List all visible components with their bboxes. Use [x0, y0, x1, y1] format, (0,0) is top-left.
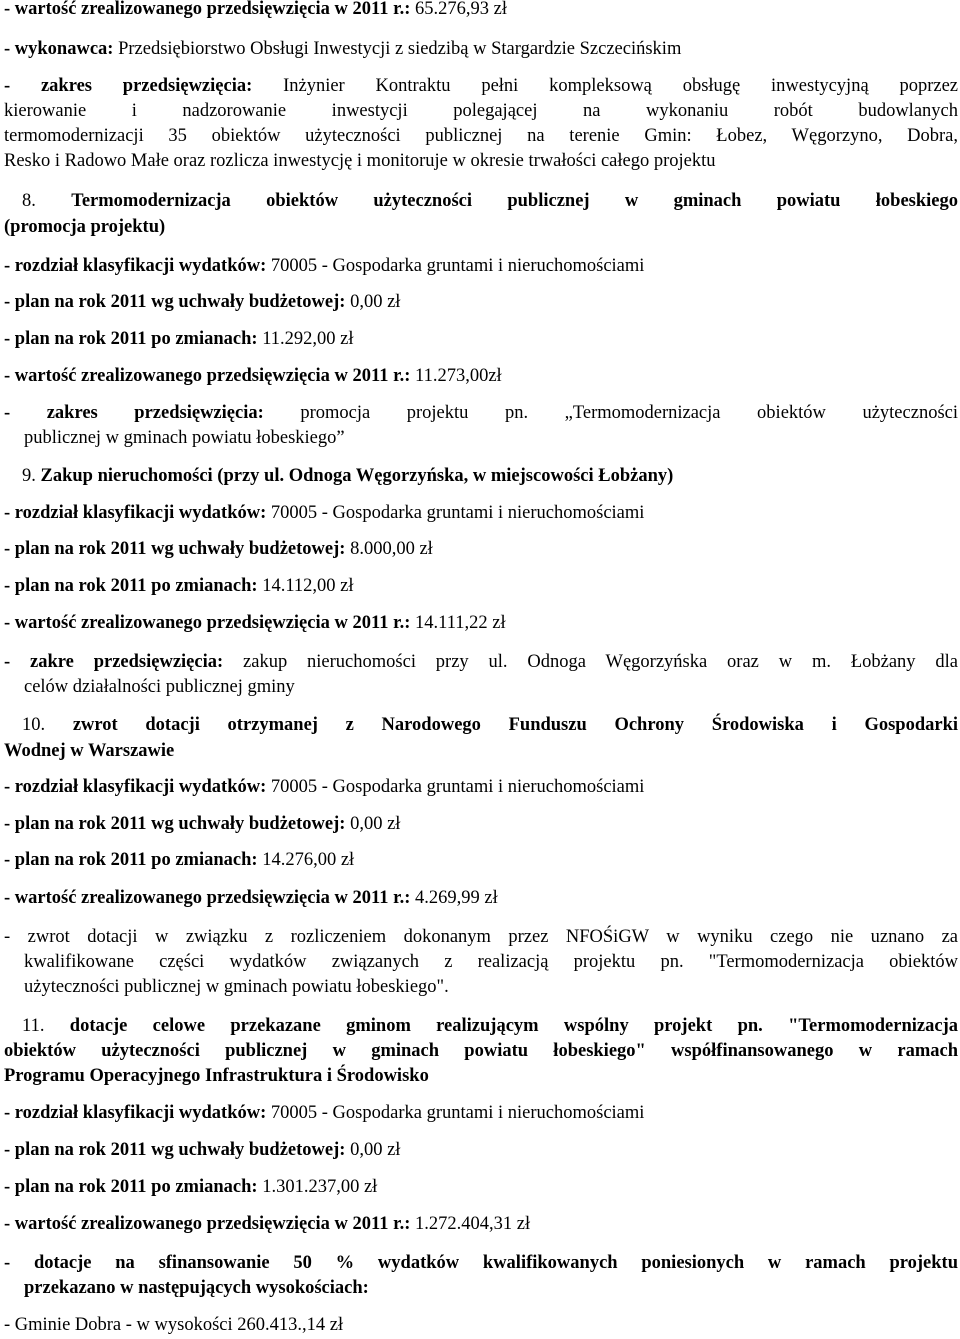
section-10-plan-changed: - plan na rok 2011 po zmianach: 14.276,00 zł: [4, 850, 355, 870]
section-11-grants: - dotacje na sfinansowanie 50 % wydatków kwalifikowanych poniesionych w ramach projektu: [4, 1253, 958, 1273]
section-9-plan-changed: - plan na rok 2011 po zmianach: 14.112,00 zł: [4, 576, 354, 596]
section-11-plan-changed: - plan na rok 2011 po zmianach: 1.301.237,00 zł: [4, 1177, 378, 1197]
section-11-plan: - plan na rok 2011 wg uchwały budżetowej: 0,00 zł: [4, 1140, 401, 1160]
section-10-note-cont: użyteczności publicznej w gminach powiatu łobeskiego".: [24, 977, 449, 997]
section-9-classification: - rozdział klasyfikacji wydatków: 70005 - Gospodarka gruntami i nieruchomościami: [4, 503, 645, 523]
section-8-scope-cont: publicznej w gminach powiatu łobeskiego”: [24, 428, 345, 448]
section-11-heading: 11. dotacje celowe przekazane gminom realizującym wspólny projekt pn. "Termomodernizacja: [22, 1016, 958, 1036]
section-10-note-cont: kwalifikowane części wydatków związanych z realizacją projektu pn. "Termomodernizacja obiektów: [24, 952, 958, 972]
section-8-heading: 8. Termomodernizacja obiektów użyteczności publicznej w gminach powiatu łobeskiego: [22, 191, 959, 211]
section-10-value: - wartość zrealizowanego przedsięwzięcia w 2011 r.: 4.269,99 zł: [4, 888, 498, 908]
section-11-municipality: - Gminie Dobra - w wysokości 260.413.,14 zł: [4, 1315, 344, 1335]
section-8-plan-changed: - plan na rok 2011 po zmianach: 11.292,00 zł: [4, 329, 354, 349]
section-9-plan: - plan na rok 2011 wg uchwały budżetowej: 8.000,00 zł: [4, 539, 433, 559]
prev-value-line: - wartość zrealizowanego przedsięwzięcia w 2011 r.: 65.276,93 zł: [4, 0, 507, 19]
prev-contractor-line: - wykonawca: Przedsiębiorstwo Obsługi Inwestycji z siedzibą w Stargardzie Szczecińskim: [4, 39, 682, 59]
section-11-value: - wartość zrealizowanego przedsięwzięcia w 2011 r.: 1.272.404,31 zł: [4, 1214, 531, 1234]
section-8-scope: - zakres przedsięwzięcia: promocja projektu pn. „Termomodernizacja obiektów użyteczności: [4, 403, 958, 423]
section-9-value: - wartość zrealizowanego przedsięwzięcia w 2011 r.: 14.111,22 zł: [4, 613, 506, 633]
section-11-heading-cont: Programu Operacyjnego Infrastruktura i Środowisko: [4, 1066, 429, 1086]
section-8-classification: - rozdział klasyfikacji wydatków: 70005 - Gospodarka gruntami i nieruchomościami: [4, 256, 645, 276]
section-9-scope: - zakre przedsięwzięcia: zakup nieruchomości przy ul. Odnoga Węgorzyńska oraz w m. Łobżany dla: [4, 652, 958, 672]
section-10-heading: 10. zwrot dotacji otrzymanej z Narodowego Funduszu Ochrony Środowiska i Gospodarki: [22, 715, 958, 735]
section-9-heading: 9. Zakup nieruchomości (przy ul. Odnoga Węgorzyńska, w miejscowości Łobżany): [22, 466, 674, 486]
section-11-classification: - rozdział klasyfikacji wydatków: 70005 - Gospodarka gruntami i nieruchomościami: [4, 1103, 645, 1123]
section-10-heading-cont: Wodnej w Warszawie: [4, 741, 175, 761]
section-11-heading-cont: obiektów użyteczności publicznej w gminach powiatu łobeskiego" współfinansowanego w ramach: [4, 1041, 958, 1061]
section-8-heading-cont: (promocja projektu): [4, 217, 166, 237]
prev-scope-line: kierowanie i nadzorowanie inwestycji polegającej na wykonaniu robót budowlanych: [4, 101, 958, 121]
prev-scope-line: termomodernizacji 35 obiektów użyteczności publicznej na terenie Gmin: Łobez, Węgorzyno, Dobra,: [4, 126, 958, 146]
section-10-classification: - rozdział klasyfikacji wydatków: 70005 - Gospodarka gruntami i nieruchomościami: [4, 777, 645, 797]
section-10-plan: - plan na rok 2011 wg uchwały budżetowej: 0,00 zł: [4, 814, 401, 834]
section-10-note: - zwrot dotacji w związku z rozliczeniem dokonanym przez NFOŚiGW w wyniku czego nie uznano za: [4, 927, 958, 947]
section-8-plan: - plan na rok 2011 wg uchwały budżetowej: 0,00 zł: [4, 292, 401, 312]
section-9-scope-cont: celów działalności publicznej gminy: [24, 677, 295, 697]
prev-scope-line: - zakres przedsięwzięcia: Inżynier Kontraktu pełni kompleksową obsługę inwestycyjną poprzez: [4, 76, 959, 96]
section-11-grants-cont: przekazano w następujących wysokościach:: [24, 1278, 369, 1298]
section-8-value: - wartość zrealizowanego przedsięwzięcia w 2011 r.: 11.273,00zł: [4, 366, 502, 386]
prev-scope-line: Resko i Radowo Małe oraz rozlicza inwestycję i monitoruje w okresie trwałości całego projektu: [4, 151, 716, 171]
